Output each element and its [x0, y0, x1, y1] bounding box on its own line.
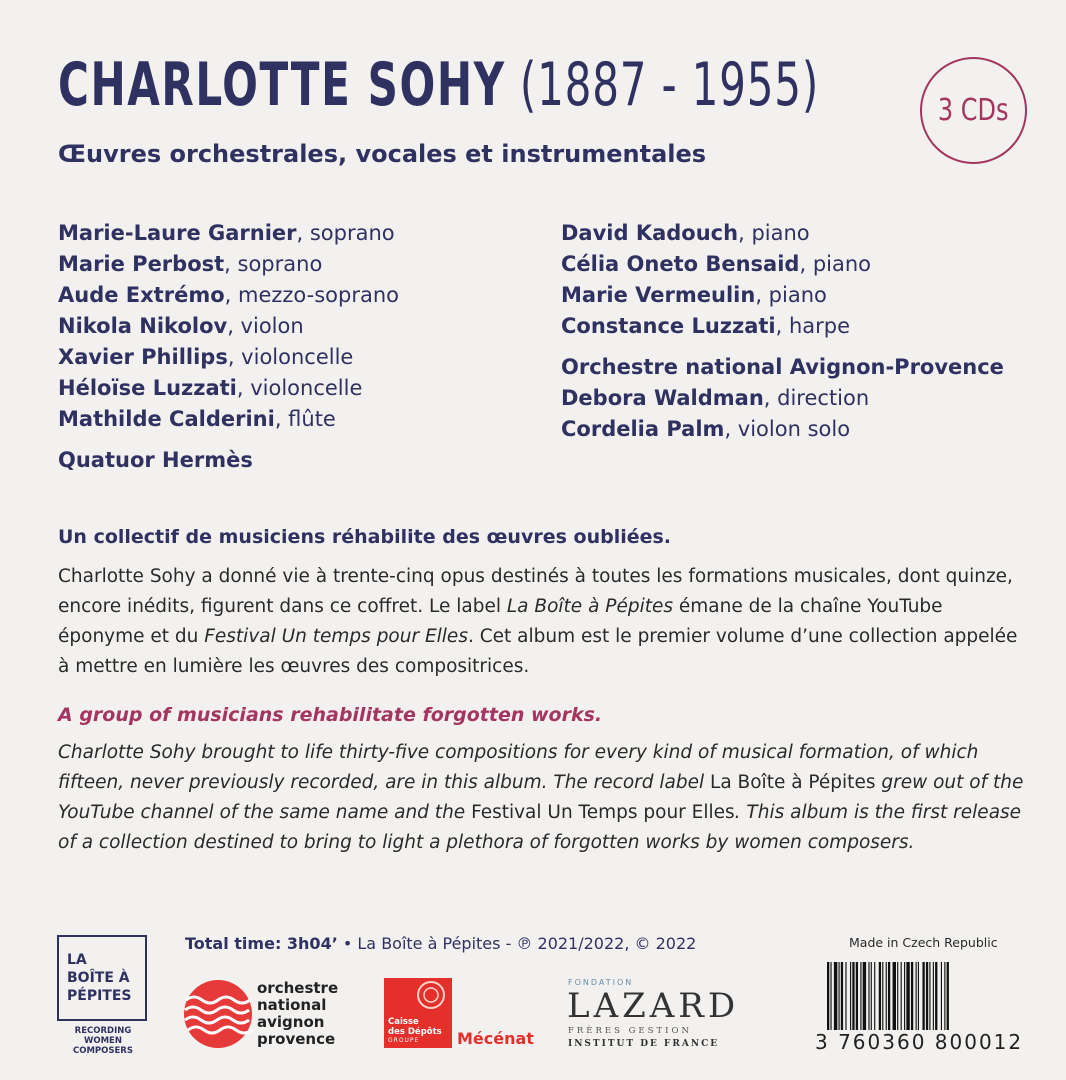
performer-role: , flûte: [274, 407, 336, 431]
barcode-bar: [856, 962, 858, 1030]
barcode-icon: [827, 962, 1017, 1030]
logo-line: orchestre: [257, 979, 339, 997]
performer-name: Xavier Phillips: [58, 345, 228, 369]
logo-line: BOÎTE À: [67, 970, 130, 986]
barcode-bar: [874, 962, 875, 1030]
logo-line: avignon: [257, 1013, 325, 1031]
barcode-bar: [888, 962, 890, 1030]
orchestra-logo-icon: [182, 978, 254, 1050]
performer-role: , harpe: [775, 314, 851, 338]
barcode-bar: [827, 962, 829, 1030]
total-time: Total time: 3h04’: [185, 934, 338, 953]
barcode-bar: [922, 962, 924, 1030]
text-run: Charlotte Sohy brought to life thirty-five compositions for every kind of musical formation, of which fifteen, never previously recorded, are in this album. The record label: [58, 742, 979, 793]
performer-name: Cordelia Palm: [561, 417, 725, 441]
performer-row: [561, 280, 1004, 311]
barcode-bar: [944, 962, 945, 1030]
performer-name: Nikola Nikolov: [58, 314, 228, 338]
performer-row: [58, 311, 399, 342]
performer-name: Debora Waldman: [561, 386, 764, 410]
composer-years: (1887 - 1955): [519, 50, 820, 120]
barcode-bar: [834, 962, 837, 1030]
logo-line: national: [257, 996, 327, 1014]
made-in-label: Made in Czech Republic: [849, 935, 998, 950]
logo-line: des Dépôts: [388, 1027, 442, 1037]
barcode-bar: [916, 962, 917, 1030]
cd-count-badge: [920, 57, 1027, 164]
text-run: . This album is the first release of a collection destined to bring to light a plethora of forgotten works by women composers.: [58, 802, 1022, 853]
performer-role: , piano: [738, 221, 810, 245]
total-time-line: [185, 934, 696, 953]
performer-row: [58, 342, 399, 373]
label-name: La Boîte à Pépites: [710, 772, 876, 793]
performer-role: , violon: [227, 314, 304, 338]
logo-line: provence: [257, 1030, 336, 1048]
logo-line: Caisse: [388, 1017, 419, 1027]
caisse-logo-sub: GROUPE: [388, 1037, 420, 1044]
performer-row: [58, 404, 399, 435]
ensemble-row: [58, 445, 399, 476]
composer-name: CHARLOTTE SOHY: [58, 50, 506, 120]
performer-row: [58, 249, 399, 280]
text-run: grew out of the YouTube channel of the same name and the: [58, 772, 1024, 823]
performer-role: , mezzo-soprano: [224, 283, 400, 307]
performer-role: , piano: [799, 252, 872, 276]
performer-row: [58, 373, 399, 404]
performer-role: , violon solo: [724, 417, 851, 441]
barcode-bar: [871, 962, 872, 1030]
performer-name: Marie-Laure Garnier: [58, 221, 297, 245]
festival-name: Festival Un Temps pour Elles: [471, 802, 735, 823]
page-title: [58, 50, 819, 120]
english-paragraph: [58, 738, 1033, 858]
performer-role: , soprano: [296, 221, 395, 245]
lazard-freres: FRÈRES GESTION: [568, 1026, 692, 1036]
barcode-bar: [839, 962, 840, 1030]
barcode-bar: [929, 962, 930, 1030]
barcode-number: 3 760360 800012: [815, 1030, 1024, 1054]
performer-name: Constance Luzzati: [561, 314, 776, 338]
cd-count-label: 3 CDs: [938, 93, 1009, 128]
performer-row: [561, 218, 1004, 249]
orchestra-row: [561, 352, 1004, 383]
performer-name: Célia Oneto Bensaid: [561, 252, 800, 276]
text-run: Charlotte Sohy a donné vie à trente-cinq opus destinés à toutes les formations musicales, dont quinze, encore inédits, figurent dans ce coffret. Le label: [58, 566, 1013, 617]
label-name: La Boîte à Pépites: [506, 596, 673, 617]
english-heading: A group of musicians rehabilitate forgotten works.: [58, 704, 603, 726]
orchestra-logo-text: [257, 980, 338, 1048]
barcode-bar: [897, 962, 898, 1030]
performers-left-column: [58, 218, 399, 476]
barcode-bar: [863, 962, 866, 1030]
seal-icon: [384, 978, 452, 1014]
performer-role: , violoncelle: [227, 345, 354, 369]
subtitle: Œuvres orchestrales, vocales et instrumentales: [58, 140, 707, 168]
performer-name: Héloïse Luzzati: [58, 376, 237, 400]
barcode-bar: [893, 962, 896, 1030]
performer-role: , violoncelle: [236, 376, 363, 400]
performer-row: [561, 414, 1004, 445]
barcode-bar: [886, 962, 887, 1030]
performer-row: [58, 218, 399, 249]
barcode-bar: [904, 962, 905, 1030]
text-run: . Cet album est le premier volume d’une collection appelée à mettre en lumière les œuvres des compositrices.: [58, 626, 1018, 677]
performers-right-column: [561, 218, 1004, 445]
barcode-bar: [901, 962, 902, 1030]
barcode-bar: [860, 962, 861, 1030]
barcode-bar: [911, 962, 913, 1030]
lazard-fondation: FONDATION: [568, 978, 634, 987]
barcode-bar: [947, 962, 949, 1030]
barcode-bar: [845, 962, 846, 1030]
logo-line: LA: [67, 952, 87, 968]
performer-role: , soprano: [224, 252, 323, 276]
text-run: émane de la chaîne YouTube éponyme et du: [58, 596, 943, 647]
barcode-bar: [918, 962, 919, 1030]
logo-line: PÉPITES: [67, 988, 132, 1004]
performer-row: [58, 280, 399, 311]
performer-name: David Kadouch: [561, 221, 739, 245]
barcode-bar: [941, 962, 942, 1030]
mecenat-label: Mécénat: [457, 1029, 534, 1048]
barcode-bar: [830, 962, 831, 1030]
performer-role: , direction: [763, 386, 870, 410]
performer-name: Mathilde Calderini: [58, 407, 275, 431]
orchestra-name: Orchestre national Avignon-Provence: [561, 355, 1004, 379]
boite-a-pepites-logo: [57, 935, 147, 1021]
french-paragraph: [58, 562, 1030, 682]
barcode-bar: [933, 962, 934, 1030]
caisse-logo-text: [388, 1017, 442, 1037]
performer-name: Aude Extrémo: [58, 283, 225, 307]
barcode-bar: [879, 962, 881, 1030]
barcode-bar: [906, 962, 909, 1030]
performer-row: [561, 311, 1004, 342]
performer-name: Marie Perbost: [58, 252, 225, 276]
barcode-bar: [882, 962, 883, 1030]
performer-role: , piano: [755, 283, 827, 307]
ensemble-name: Quatuor Hermès: [58, 448, 253, 472]
performer-row: [561, 249, 1004, 280]
festival-name: Festival Un temps pour Elles: [204, 626, 468, 647]
performer-row: [561, 383, 1004, 414]
boite-tagline: RECORDING WOMEN COMPOSERS: [73, 1026, 133, 1056]
lazard-institut: INSTITUT DE FRANCE: [568, 1039, 720, 1049]
barcode-bar: [935, 962, 937, 1030]
barcode-bar: [852, 962, 854, 1030]
barcode-bar: [868, 962, 869, 1030]
barcode-bar: [841, 962, 843, 1030]
performer-name: Marie Vermeulin: [561, 283, 756, 307]
barcode-bar: [926, 962, 928, 1030]
label-copyright: • La Boîte à Pépites - ℗ 2021/2022, © 2022: [337, 934, 697, 953]
french-heading: Un collectif de musiciens réhabilite des œuvres oubliées.: [58, 526, 672, 548]
lazard-name: LAZARD: [567, 986, 740, 1026]
barcode-bar: [850, 962, 851, 1030]
